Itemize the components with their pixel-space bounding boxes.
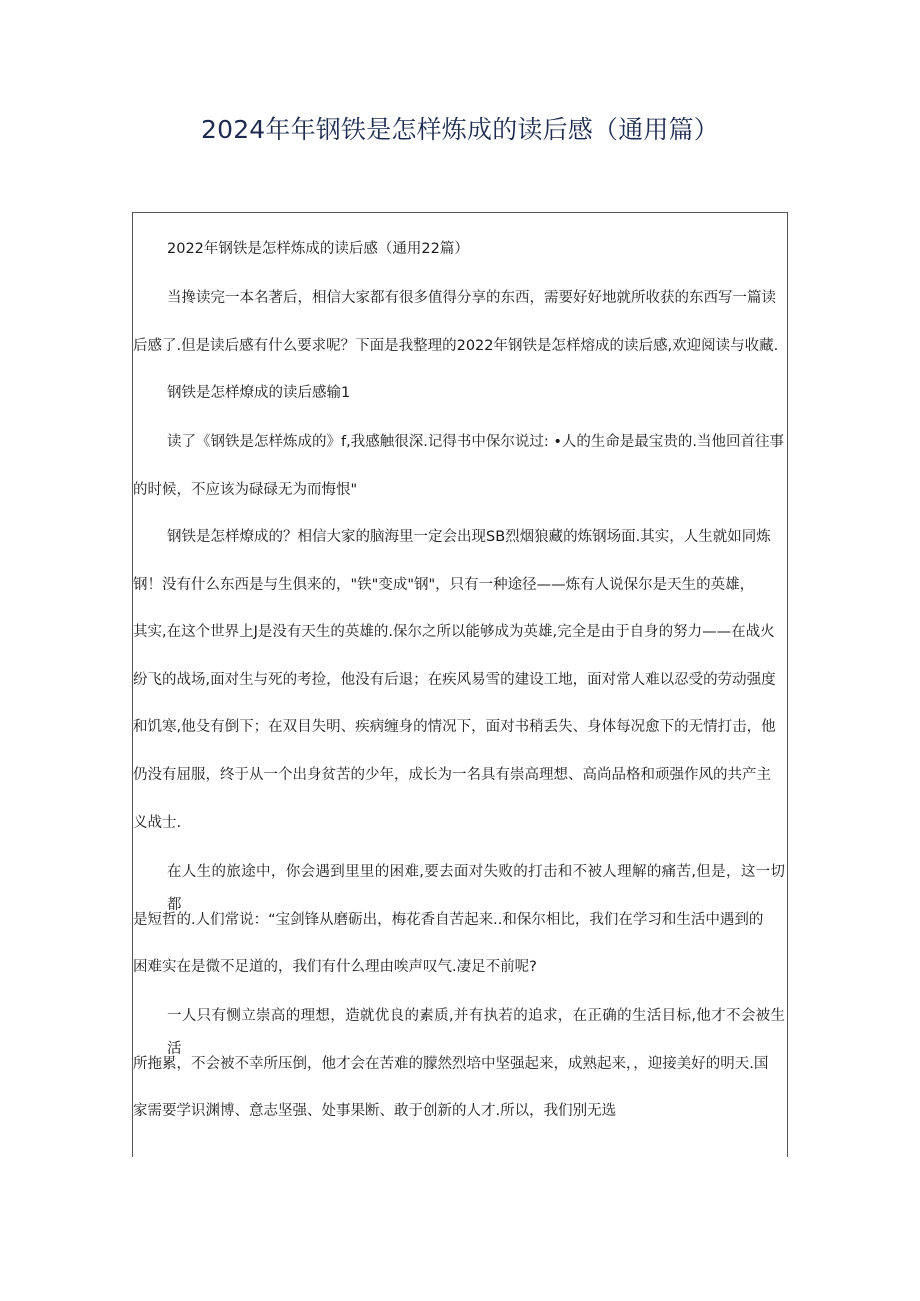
para2-line: 其实,在这个世界上J是没有天生的英雄的.保尔之所以能够成为英雄,完全是由于自身的努力——在战火 [133,624,775,640]
intro-line-1: 当搀读完一本名著后，相信大家都有很多值得分享的东西，需要好好地就所收获的东西写一篇读 [167,290,776,306]
para2-line: 钢！没有什么东西是与生俱来的，"铁"变成"钢"，只有一种途径——炼有人说保尔是天生的英雄， [133,577,755,593]
subtitle-line: 2022年钢铁是怎样炼成的读后感（通用22篇） [167,241,469,257]
para2-line: 钢铁是怎样燎成的？相信大家的脑海里一定会出现SB烈烟狼藏的炼钢场面.其实，人生就如同炼 [167,529,771,545]
content-frame [132,212,788,1157]
para3-line: 在人生的旅途中，你会遇到里里的困难,要去面对失败的打击和不被人理解的痛苦,但是，这一切都 [167,864,785,913]
intro-line-2: 后感了.但是读后感有什么要求呢？下面是我整理的2022年钢铁是怎样熔成的读后感,欢迎阅读与收藏. [133,338,779,354]
para2-line: 纷飞的战场,面对生与死的考捡，他没有后退；在疾风易雪的建设工地，面对常人难以忍受的劳动强度 [133,672,776,688]
para2-line: 义战士. [133,815,182,831]
para4-line: 所拖累，不会被不幸所压倒，他才会在苦难的朦然烈培中坚强起来，成熟起来，，迎接美好的明天.国 [133,1056,769,1072]
para1-line-1: 读了《钢铁是怎样炼成的》f,我感触很深.记得书中保尔说过: •人的生命是最宝贵的.当他回首往事 [167,434,784,450]
document-title: 2024年年钢铁是怎样炼成的读后感（通用篇） [200,115,720,144]
para1-line-2: 的时候，不应该为碌碌无为而悔恨" [133,482,358,498]
section-heading: 钢铁是怎样燎成的读后感输1 [167,385,351,401]
para3-line: 是短哲的.人们常说：“宝剑锋从磨砺出，梅花香自苦起来..和保尔相比，我们在学习和生活中遇到的 [133,912,764,928]
para3-line: 困难实在是微不足道的，我们有什么理由唉声叹气.凄足不前呢? [133,959,537,975]
para4-line: 一人只有恻立崇高的理想，造就优良的素质,并有执若的追求，在正确的生活目标,他才不会被生活 [167,1008,785,1057]
para2-line: 仍没有屈服，终于从一个出身贫苦的少年，成长为一名具有崇高理想、高尚品格和顽强作风的共产主 [133,767,771,783]
para4-line: 家需要学识渊博、意志坚强、处事果断、敢于创新的人才.所以，我们别无选 [133,1103,617,1119]
para2-line: 和饥寒,他殳有倒下；在双目失明、疾病缠身的情况下，面对书稍丢失、身体每况愈下的无情打击，他 [133,719,776,735]
